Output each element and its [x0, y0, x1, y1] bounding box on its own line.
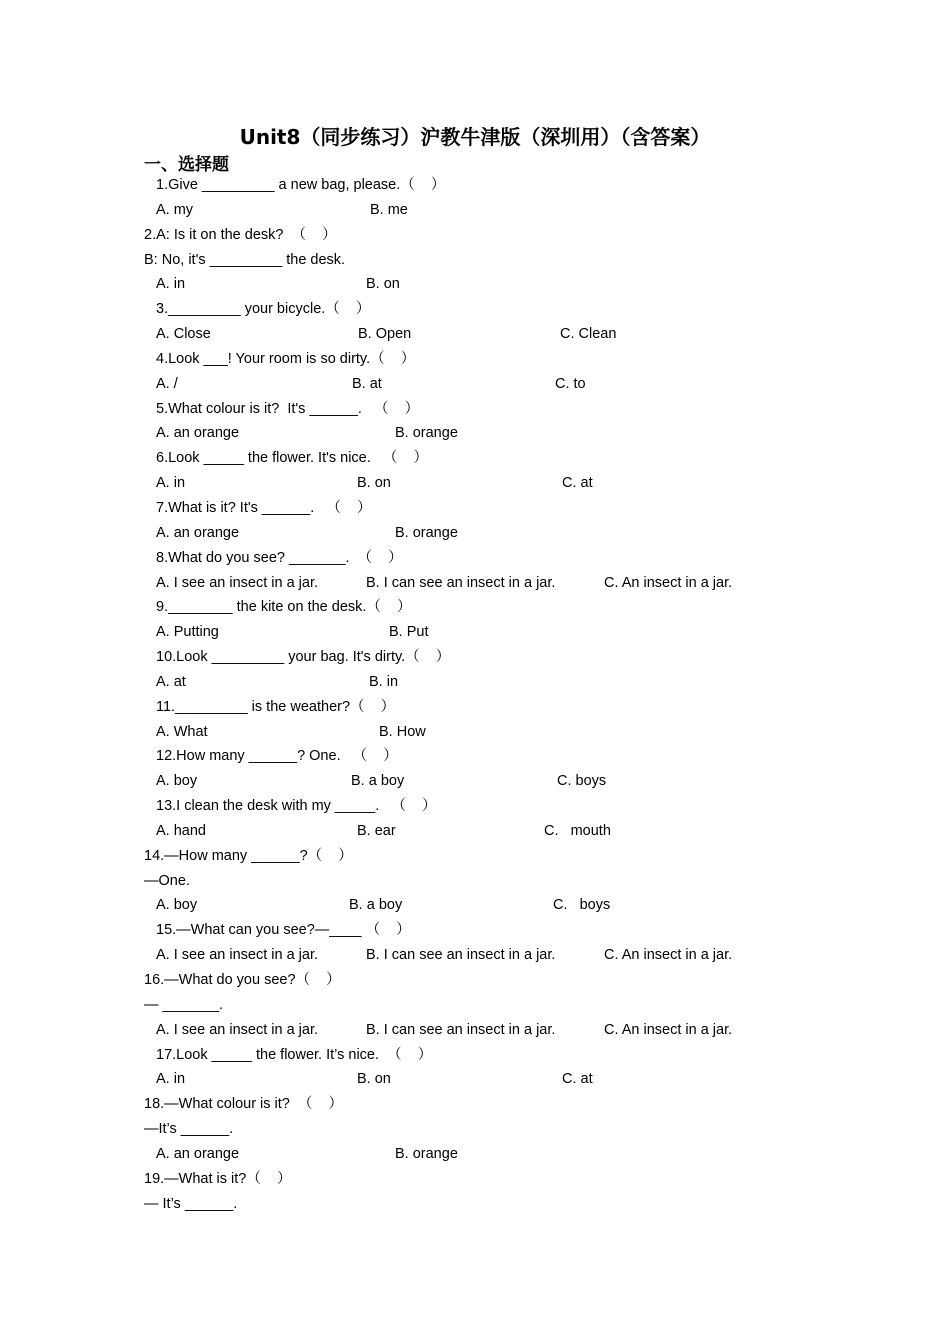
- question-line: —It’s ______.: [144, 1121, 234, 1138]
- answer-option: B. How: [379, 723, 426, 740]
- options-row: [0, 1142, 950, 1167]
- answer-option: C. at: [562, 475, 593, 492]
- answer-option: A. an orange: [156, 1145, 240, 1162]
- answer-option: B. orange: [395, 425, 458, 442]
- answer-option: B. on: [357, 475, 391, 492]
- answer-option: A. hand: [156, 822, 206, 839]
- answer-option: C. An insect in a jar.: [604, 1021, 733, 1038]
- question-line: —One.: [144, 872, 190, 889]
- question-line: — It’s ______.: [144, 1195, 238, 1212]
- answer-option: B. orange: [395, 1145, 458, 1162]
- answer-option: B. in: [369, 673, 399, 690]
- answer-option: C. boys: [553, 897, 611, 914]
- answer-option: B. orange: [395, 524, 458, 541]
- answer-option: A. boy: [156, 773, 198, 790]
- options-row: [0, 943, 950, 968]
- answer-option: A. Putting: [156, 624, 219, 641]
- question-line: 14.—How many ______?（ ）: [144, 847, 353, 864]
- question-list: [0, 173, 950, 1216]
- answer-option: A. /: [156, 375, 178, 392]
- answer-option: A. What: [156, 723, 208, 740]
- options-row: [0, 1067, 950, 1092]
- question-line: 5.What colour is it? It's ______. （ ）: [156, 400, 420, 417]
- question-line: 18.—What colour is it? （ ）: [144, 1096, 344, 1113]
- options-row: [0, 198, 950, 223]
- document-title: Unit8（同步练习）沪教牛津版（深圳用）（含答案）: [239, 125, 711, 149]
- answer-option: C. at: [562, 1071, 593, 1088]
- answer-option: B. a boy: [349, 897, 403, 914]
- answer-option: C. to: [555, 375, 586, 392]
- question-line: 13.I clean the desk with my _____. （ ）: [156, 798, 437, 815]
- answer-option: C. Clean: [560, 326, 617, 343]
- answer-option: A. I see an insect in a jar.: [156, 1021, 319, 1038]
- answer-option: A. in: [156, 475, 186, 492]
- answer-option: A. I see an insect in a jar.: [156, 947, 319, 964]
- answer-option: A. in: [156, 1071, 186, 1088]
- options-row: [0, 620, 950, 645]
- options-row: [0, 471, 950, 496]
- answer-option: A. at: [156, 673, 186, 690]
- answer-option: C. mouth: [544, 822, 611, 839]
- options-row: [0, 521, 950, 546]
- answer-option: A. in: [156, 276, 186, 293]
- options-row: [0, 372, 950, 397]
- answer-option: B. on: [357, 1071, 391, 1088]
- question-line: B: No, it's _________ the desk.: [144, 251, 346, 268]
- options-row: [0, 893, 950, 918]
- answer-option: B. me: [370, 201, 408, 218]
- question-line: — _______.: [144, 996, 224, 1013]
- answer-option: C. An insect in a jar.: [604, 947, 733, 964]
- answer-option: A. my: [156, 201, 194, 218]
- question-line: 19.—What is it?（ ）: [144, 1170, 292, 1187]
- answer-option: B. ear: [357, 822, 396, 839]
- answer-option: B. I can see an insect in a jar.: [366, 574, 556, 591]
- question-line: 2.A: Is it on the desk? （ ）: [144, 226, 337, 243]
- section-heading: 一、选择题: [144, 155, 229, 175]
- options-row: [0, 272, 950, 297]
- options-row: [0, 571, 950, 596]
- question-line: 1.Give _________ a new bag, please.（ ）: [156, 177, 446, 193]
- answer-option: B. Put: [389, 624, 429, 641]
- question-line: 4.Look ___! Your room is so dirty.（ ）: [156, 350, 416, 367]
- answer-option: B. at: [352, 375, 382, 392]
- question-line: 11._________ is the weather?（ ）: [156, 698, 396, 715]
- options-row: [0, 322, 950, 347]
- options-row: [0, 421, 950, 446]
- options-row: [0, 720, 950, 745]
- question-line: 10.Look _________ your bag. It's dirty.（ ）: [156, 649, 451, 666]
- question-line: 7.What is it? It's ______. （ ）: [156, 499, 372, 516]
- answer-option: B. I can see an insect in a jar.: [366, 947, 556, 964]
- question-line: 16.—What do you see?（ ）: [144, 972, 341, 988]
- question-line: 17.Look _____ the flower. It’s nice. （ ）: [156, 1046, 433, 1063]
- question-line: 12.How many ______? One. （ ）: [156, 748, 398, 765]
- question-line: 6.Look _____ the flower. It's nice. （ ）: [156, 450, 428, 467]
- answer-option: A. an orange: [156, 524, 240, 541]
- answer-option: B. I can see an insect in a jar.: [366, 1021, 556, 1038]
- answer-option: C. boys: [557, 773, 607, 790]
- question-line: 15.—What can you see?—____ （ ）: [156, 922, 411, 939]
- options-row: [0, 670, 950, 695]
- question-line: 3._________ your bicycle.（ ）: [156, 301, 371, 318]
- options-row: [0, 819, 950, 844]
- answer-option: A. an orange: [156, 425, 240, 442]
- answer-option: B. on: [366, 276, 400, 293]
- answer-option: C. An insect in a jar.: [604, 574, 733, 591]
- options-row: [0, 1018, 950, 1043]
- question-line: 9.________ the kite on the desk.（ ）: [156, 599, 412, 616]
- answer-option: B. a boy: [351, 773, 405, 790]
- answer-option: A. boy: [156, 897, 198, 914]
- options-row: [0, 769, 950, 794]
- answer-option: A. I see an insect in a jar.: [156, 574, 319, 591]
- question-line: 8.What do you see? _______. （ ）: [156, 549, 403, 566]
- answer-option: A. Close: [156, 326, 211, 343]
- answer-option: B. Open: [358, 326, 412, 343]
